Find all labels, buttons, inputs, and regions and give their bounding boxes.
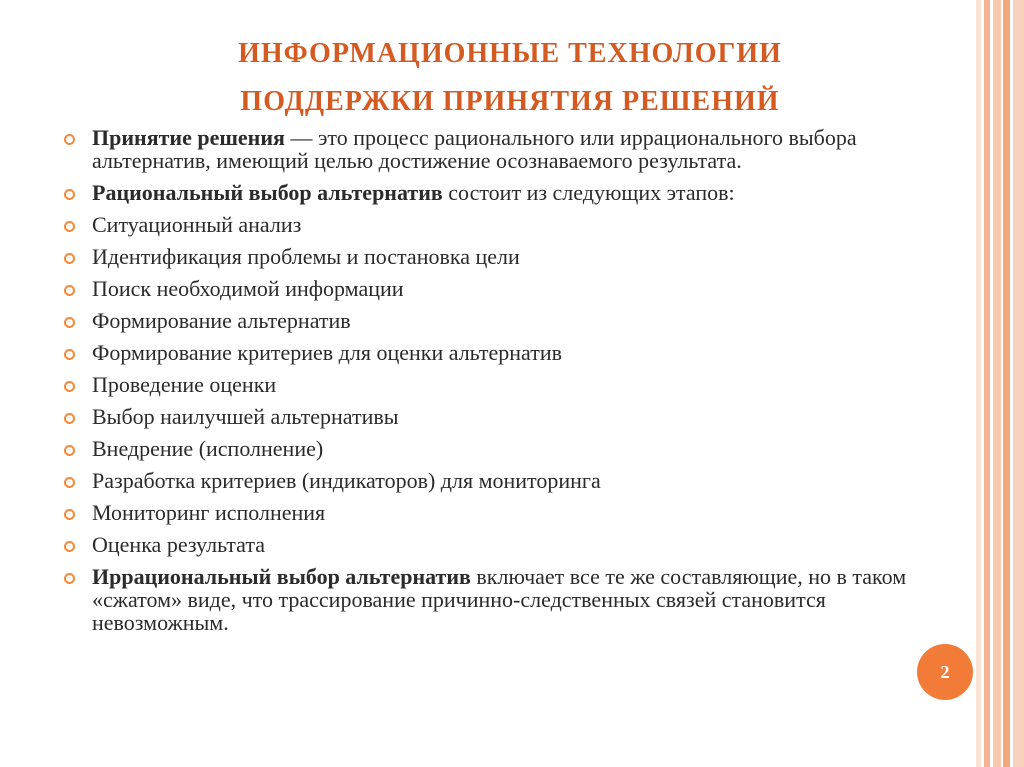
list-item [62, 341, 942, 364]
item-text: Поиск необходимой информации [92, 276, 404, 301]
item-text: Разработка критериев (индикаторов) для мониторинга [92, 468, 601, 493]
page-number-badge [917, 644, 973, 700]
page-number: 2 [940, 661, 950, 682]
list-item [62, 126, 942, 172]
title-line-1: ИНФОРМАЦИОННЫЕ ТЕХНОЛОГИИ [238, 38, 782, 69]
orange-ring-bullet-icon [64, 189, 75, 200]
item-text: Идентификация проблемы и постановка цели [92, 244, 520, 269]
item-text: Формирование альтернатив [92, 308, 351, 333]
orange-ring-bullet-icon [64, 349, 75, 360]
item-text: включает все те же составляющие, но в таком «сжатом» виде, что трассирование причинно-следственных связей становится невозможным. [92, 564, 907, 635]
orange-ring-bullet-icon [64, 253, 75, 264]
list-item [62, 373, 942, 396]
list-item [62, 181, 942, 204]
item-bold-text: Рациональный выбор альтернатив [92, 180, 443, 205]
orange-ring-bullet-icon [64, 221, 75, 232]
list-item [62, 309, 942, 332]
orange-ring-bullet-icon [64, 285, 75, 296]
orange-ring-bullet-icon [64, 509, 75, 520]
item-bold-text: Принятие решения [92, 125, 285, 150]
orange-ring-bullet-icon [64, 134, 75, 145]
item-text: Внедрение (исполнение) [92, 436, 324, 461]
orange-ring-bullet-icon [64, 413, 75, 424]
decorative-stripes [976, 0, 1024, 767]
item-text: Проведение оценки [92, 372, 277, 397]
item-text: состоит из следующих этапов: [442, 180, 735, 205]
orange-ring-bullet-icon [64, 445, 75, 456]
list-item [62, 213, 942, 236]
list-item [62, 533, 942, 556]
list-item [62, 245, 942, 268]
item-text: Выбор наилучшей альтернативы [92, 404, 399, 429]
orange-ring-bullet-icon [64, 541, 75, 552]
list-item [62, 565, 942, 634]
item-text: Оценка результата [92, 532, 266, 557]
list-item [62, 501, 942, 524]
list-item [62, 469, 942, 492]
item-text: Формирование критериев для оценки альтернатив [92, 340, 563, 365]
title-line-2: ПОДДЕРЖКИ ПРИНЯТИЯ РЕШЕНИЙ [240, 86, 780, 117]
bullet-list [62, 126, 942, 643]
list-item [62, 437, 942, 460]
list-item [62, 405, 942, 428]
slide-title [120, 30, 900, 126]
orange-ring-bullet-icon [64, 317, 75, 328]
item-bold-text: Иррациональный выбор альтернатив [92, 564, 471, 589]
orange-ring-bullet-icon [64, 573, 75, 584]
list-item [62, 277, 942, 300]
orange-ring-bullet-icon [64, 381, 75, 392]
orange-ring-bullet-icon [64, 477, 75, 488]
item-text: Мониторинг исполнения [92, 500, 326, 525]
item-text: — это процесс рационального или иррационального выбора альтернатив, имеющий целью достижение осознаваемого результата. [92, 125, 857, 173]
item-text: Ситуационный анализ [92, 212, 302, 237]
